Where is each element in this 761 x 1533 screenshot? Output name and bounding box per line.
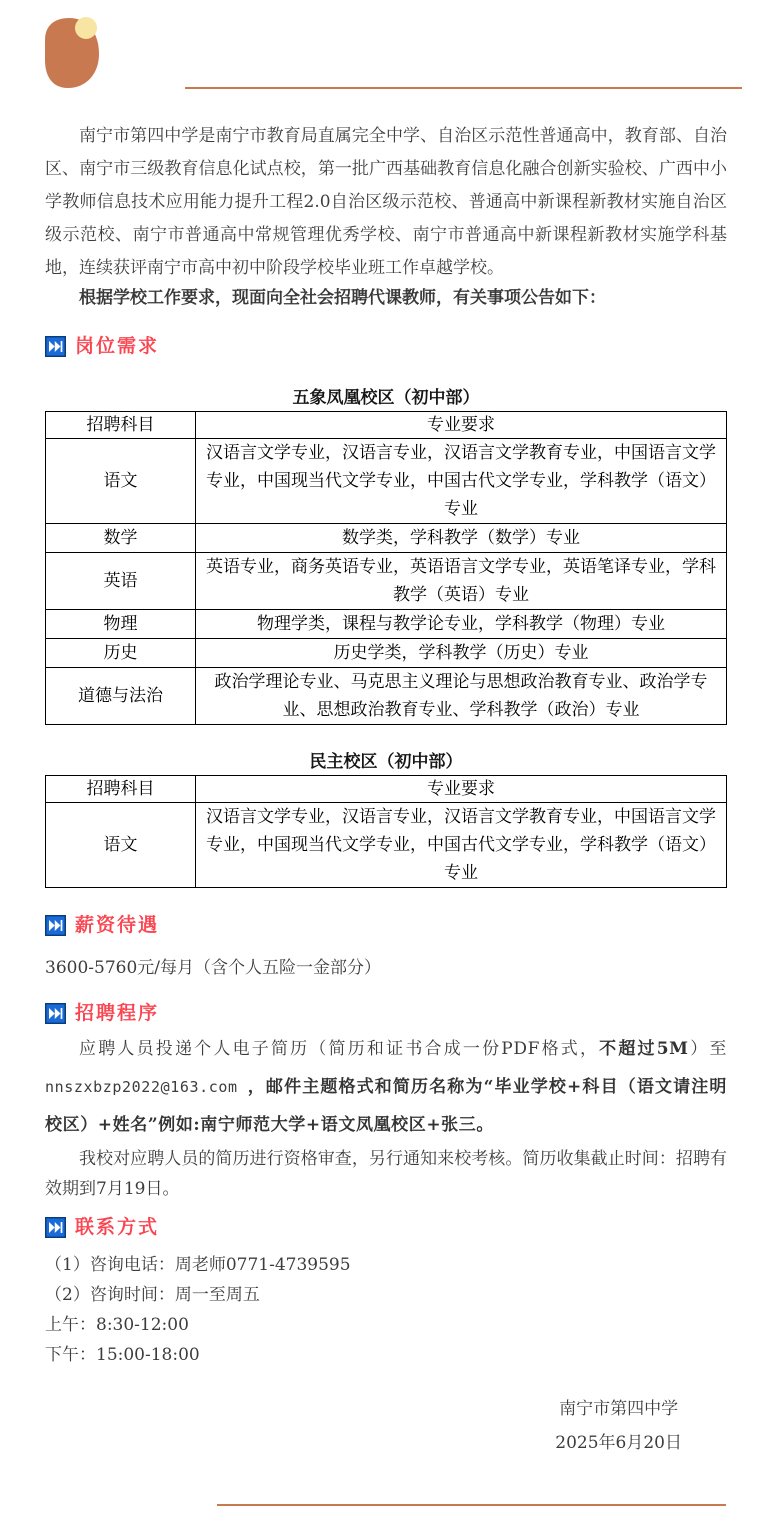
school-logo-icon — [42, 12, 102, 94]
table-row — [46, 668, 727, 725]
logo-dot — [75, 17, 97, 39]
subject-cell: 语文 — [46, 439, 196, 524]
table-header-row — [46, 776, 727, 803]
subject-cell: 英语 — [46, 553, 196, 610]
subject-cell: 语文 — [46, 803, 196, 888]
procedure-paragraph — [45, 1030, 727, 1144]
section-title-procedure: 招聘程序 — [75, 1002, 160, 1024]
footer-date: 2025年6月20日 — [555, 1433, 682, 1453]
campus-table-title-wuxiang: 五象凤凰校区（初中部） — [292, 388, 480, 408]
procedure-text-bold: 不超过5M — [599, 1039, 689, 1059]
fast-forward-icon — [45, 1217, 66, 1238]
table-row — [46, 610, 727, 639]
subject-cell: 道德与法治 — [46, 668, 196, 725]
footer-signature: 南宁市第四中学 — [559, 1399, 679, 1419]
section-title-positions: 岗位需求 — [75, 335, 160, 357]
column-header-requirement: 专业要求 — [196, 776, 727, 803]
fast-forward-icon — [45, 336, 66, 357]
fast-forward-icon — [45, 1003, 66, 1024]
column-header-subject: 招聘科目 — [46, 776, 196, 803]
requirement-cell: 历史学类，学科教学（历史）专业 — [196, 639, 727, 668]
table-row — [46, 524, 727, 553]
section-heading-contact — [45, 1216, 727, 1238]
table-header-row — [46, 412, 727, 439]
email-text: nnszxbzp2022@163.com — [45, 1078, 248, 1096]
section-title-salary: 薪资待遇 — [75, 914, 160, 936]
procedure-text: ）至 — [688, 1039, 727, 1059]
salary-text: 3600-5760元/每月（含个人五险一金部分） — [45, 958, 381, 978]
contact-line-afternoon: 下午：15:00-18:00 — [45, 1345, 200, 1365]
column-header-subject: 招聘科目 — [46, 412, 196, 439]
contact-line-morning: 上午：8:30-12:00 — [45, 1315, 189, 1335]
announcement-lead: 根据学校工作要求，现面向全社会招聘代课教师，有关事项公告如下： — [79, 288, 606, 308]
fast-forward-icon — [45, 915, 66, 936]
column-header-requirement: 专业要求 — [196, 412, 727, 439]
table-row — [46, 803, 727, 888]
requirement-cell: 汉语言文学专业，汉语言专业，汉语言文学教育专业，中国语言文学专业，中国现当代文学专业，中国古代文学专业，学科教学（语文）专业 — [196, 439, 727, 524]
procedure-review-paragraph: 我校对应聘人员的简历进行资格审查，另行通知来校考核。简历收集截止时间：招聘有效期到7月19日。 — [45, 1149, 727, 1199]
contact-line-time: （2）咨询时间：周一至周五 — [45, 1285, 260, 1305]
procedure-text: 应聘人员投递个人电子简历（简历和证书合成一份PDF格式， — [79, 1039, 600, 1059]
requirement-cell: 数学类，学科教学（数学）专业 — [196, 524, 727, 553]
requirement-cell: 汉语言文学专业，汉语言专业，汉语言文学教育专业，中国语言文学专业，中国现当代文学专业，中国古代文学专业，学科教学（语文）专业 — [196, 803, 727, 888]
top-divider — [185, 87, 742, 89]
recruit-table-minzhu — [45, 775, 727, 888]
footer-signature-block — [555, 1392, 682, 1460]
section-heading-procedure — [45, 1002, 727, 1024]
subject-cell: 数学 — [46, 524, 196, 553]
campus-table-title-minzhu: 民主校区（初中部） — [309, 752, 463, 772]
section-title-contact: 联系方式 — [75, 1216, 160, 1238]
procedure-text-bold: ，邮件主题格式和简历名称为“毕业学校+科目（语文请注明校区）+姓名”例如:南宁师范大学+语文凤凰校区+张三。 — [45, 1077, 727, 1135]
contact-block — [45, 1250, 727, 1370]
section-heading-positions — [45, 335, 727, 357]
requirement-cell: 物理学类，课程与教学论专业，学科教学（物理）专业 — [196, 610, 727, 639]
subject-cell: 物理 — [46, 610, 196, 639]
intro-paragraph: 南宁市第四中学是南宁市教育局直属完全中学、自治区示范性普通高中，教育部、自治区、南宁市三级教育信息化试点校，第一批广西基础教育信息化融合创新实验校、广西中小学教师信息技术应用能力提升工程2.0自治区级示范校、普通高中新课程新教材实施自治区级示范校、南宁市普通高中常规管理优秀学校、南宁市普通高中新课程新教材实施学科基地，连续获评南宁市高中初中阶段学校毕业班工作卓越学校。 — [45, 126, 727, 278]
requirement-cell: 政治学理论专业、马克思主义理论与思想政治教育专业、政治学专业、思想政治教育专业、学科教学（政治）专业 — [196, 668, 727, 725]
table-row — [46, 553, 727, 610]
recruit-table-wuxiang — [45, 411, 727, 725]
bottom-divider — [217, 1504, 726, 1506]
table-row — [46, 439, 727, 524]
contact-line-phone: （1）咨询电话：周老师0771-4739595 — [45, 1255, 351, 1275]
table-row — [46, 639, 727, 668]
requirement-cell: 英语专业，商务英语专业，英语语言文学专业，英语笔译专业，学科教学（英语）专业 — [196, 553, 727, 610]
section-heading-salary — [45, 914, 727, 936]
subject-cell: 历史 — [46, 639, 196, 668]
